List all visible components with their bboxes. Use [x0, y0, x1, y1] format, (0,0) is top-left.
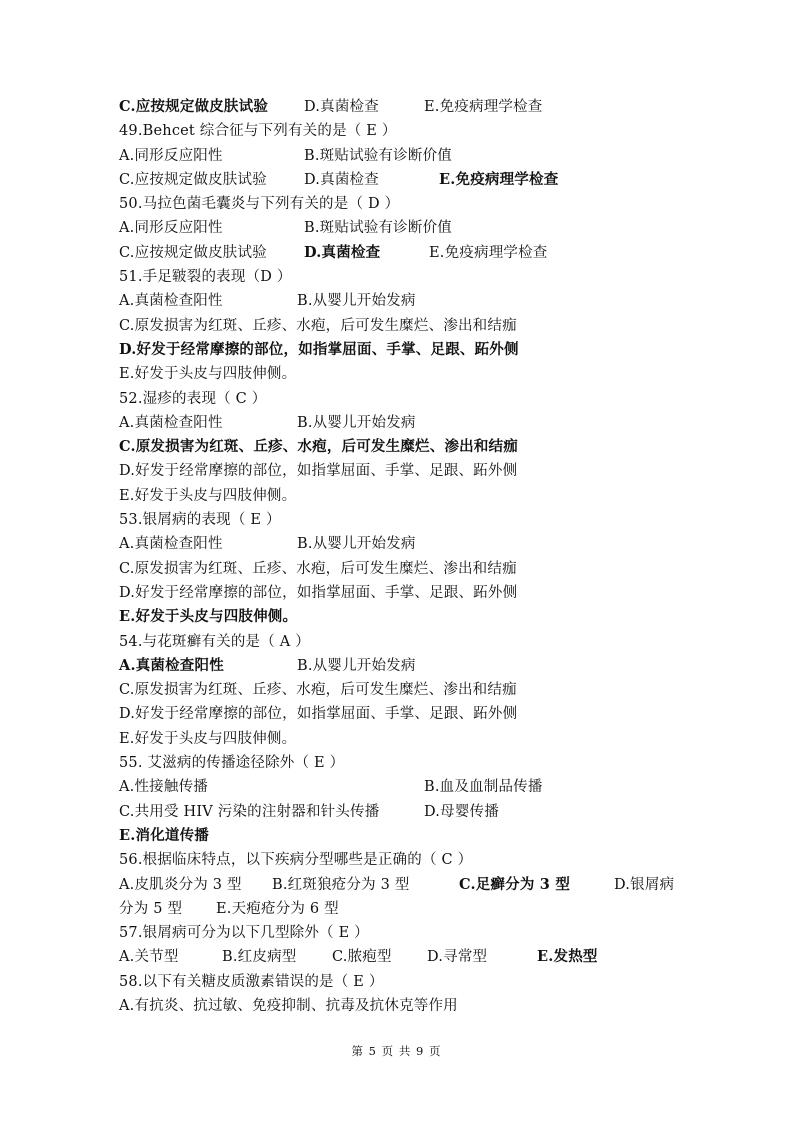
option-text: B.红皮病型 [222, 949, 297, 966]
option-text: A.性接触传播 [119, 779, 208, 796]
option-text: C.原发损害为红斑、丘疹、水疱，后可发生糜烂、渗出和结痂 [119, 682, 517, 699]
option-text: C.原发损害为红斑、丘疹、水疱，后可发生糜烂、渗出和结痂 [119, 317, 517, 334]
option-text: A.真菌检查阳性 [119, 656, 224, 674]
text-line [119, 289, 679, 313]
question-text: 56.根据临床特点，以下疾病分型哪些是正确的（ C ） [119, 852, 473, 869]
text-line [119, 654, 679, 678]
question-text: 49.Behcet 综合征与下列有关的是（ E ） [119, 123, 397, 140]
text-line [119, 484, 679, 508]
option-text: B.从婴儿开始发病 [297, 536, 416, 553]
option-text: A.同形反应阳性 [119, 220, 223, 237]
option-text: 分为 5 型 [119, 900, 183, 917]
option-text: E.免疫病理学检查 [424, 99, 543, 115]
text-line [119, 508, 679, 532]
option-text: B.斑贴试验有诊断价值 [304, 147, 452, 164]
option-text: D.真菌检查 [304, 99, 379, 115]
text-line [119, 727, 679, 751]
option-text: C.共用受 HIV 污染的注射器和针头传播 [119, 803, 380, 820]
text-line [119, 557, 679, 581]
text-line [119, 630, 679, 654]
option-text: D.好发于经常摩擦的部位，如指掌屈面、手掌、足跟、跖外侧 [119, 463, 518, 480]
page-number-footer: 第 5 页 共 9 页 [351, 1044, 442, 1058]
text-line [119, 338, 679, 362]
text-line [119, 581, 679, 605]
option-text: D.母婴传播 [424, 803, 499, 820]
text-line [119, 216, 679, 240]
option-text: A.关节型 [119, 949, 179, 966]
option-text: E.天疱疮分为 6 型 [216, 900, 339, 917]
option-text: B.从婴儿开始发病 [297, 293, 416, 310]
question-text: 51.手足皲裂的表现（D ） [119, 269, 292, 286]
option-text: A.有抗炎、抗过敏、免疫抑制、抗毒及抗休克等作用 [119, 997, 458, 1014]
text-line [119, 921, 679, 945]
option-text: D.好发于经常摩擦的部位，如指掌屈面、手掌、足跟、跖外侧 [119, 584, 518, 601]
option-text: A.皮肌炎分为 3 型 [119, 876, 242, 893]
option-text: C.足癣分为 3 型 [459, 875, 571, 893]
text-line [119, 897, 679, 921]
text-line [119, 532, 679, 556]
option-text: E.消化道传播 [119, 826, 209, 844]
text-line [119, 144, 679, 168]
question-text: 57.银屑病可分为以下几型除外（ E ） [119, 925, 369, 942]
question-text: 50.马拉色菌毛囊炎与下列有关的是（ D ） [119, 196, 400, 213]
option-text: D.真菌检查 [304, 243, 381, 261]
option-text: E.免疫病理学检查 [429, 244, 548, 261]
option-text: A.同形反应阳性 [119, 147, 223, 164]
question-text: 52.湿疹的表现（ C ） [119, 390, 267, 407]
option-text: E.免疫病理学检查 [439, 170, 559, 188]
text-line [119, 241, 679, 265]
option-text: B.从婴儿开始发病 [297, 657, 416, 674]
option-text: D.好发于经常摩擦的部位，如指掌屈面、手掌、足跟、跖外侧 [119, 706, 518, 723]
option-text: C.脓疱型 [332, 949, 392, 966]
option-text: C.原发损害为红斑、丘疹、水疱，后可发生糜烂、渗出和结痂 [119, 560, 517, 577]
text-line [119, 945, 679, 969]
text-line [119, 387, 679, 411]
option-text: E.发热型 [537, 948, 598, 966]
option-text: C.原发损害为红斑、丘疹、水疱，后可发生糜烂、渗出和结痂 [119, 438, 518, 456]
option-text: D.银屑病 [614, 876, 675, 893]
question-text: 58.以下有关糖皮质激素错误的是（ E ） [119, 973, 384, 990]
option-text: A.真菌检查阳性 [119, 536, 223, 553]
text-line [119, 994, 679, 1018]
option-text: C.应按规定做皮肤试验 [119, 244, 267, 261]
text-line [119, 970, 679, 994]
text-line [119, 775, 679, 799]
text-line [119, 314, 679, 338]
text-line [119, 119, 679, 143]
option-text: B.从婴儿开始发病 [297, 414, 416, 431]
text-line [119, 435, 679, 459]
text-line [119, 751, 679, 775]
option-text: B.斑贴试验有诊断价值 [304, 220, 452, 237]
text-line [119, 848, 679, 872]
option-text: C.应按规定做皮肤试验 [119, 98, 269, 115]
option-text: E.好发于头皮与四肢伸侧。 [119, 608, 298, 626]
option-text: E.好发于头皮与四肢伸侧。 [119, 730, 297, 747]
question-text: 54.与花斑癣有关的是（ A ） [119, 633, 310, 650]
option-text: B.红斑狼疮分为 3 型 [272, 876, 410, 893]
text-line [119, 459, 679, 483]
question-text: 55. 艾滋病的传播途径除外（ E ） [119, 755, 345, 772]
text-line [119, 95, 679, 119]
text-line [119, 411, 679, 435]
text-line [119, 800, 679, 824]
option-text: B.血及血制品传播 [424, 779, 543, 796]
text-line [119, 168, 679, 192]
question-text: 53.银屑病的表现（ E ） [119, 512, 281, 529]
text-line [119, 702, 679, 726]
option-text: E.好发于头皮与四肢伸侧。 [119, 366, 297, 383]
option-text: D.真菌检查 [304, 171, 379, 188]
option-text: A.真菌检查阳性 [119, 414, 223, 431]
text-line [119, 192, 679, 216]
text-line [119, 362, 679, 386]
text-line [119, 873, 679, 897]
text-line [119, 605, 679, 629]
option-text: D.寻常型 [427, 949, 488, 966]
text-line [119, 824, 679, 848]
option-text: D.好发于经常摩擦的部位，如指掌屈面、手掌、足跟、跖外侧 [119, 340, 519, 358]
question-text-block [119, 95, 679, 1018]
option-text: E.好发于头皮与四肢伸侧。 [119, 487, 297, 504]
text-line [119, 678, 679, 702]
text-line [119, 265, 679, 289]
option-text: C.应按规定做皮肤试验 [119, 171, 267, 188]
option-text: A.真菌检查阳性 [119, 293, 223, 310]
